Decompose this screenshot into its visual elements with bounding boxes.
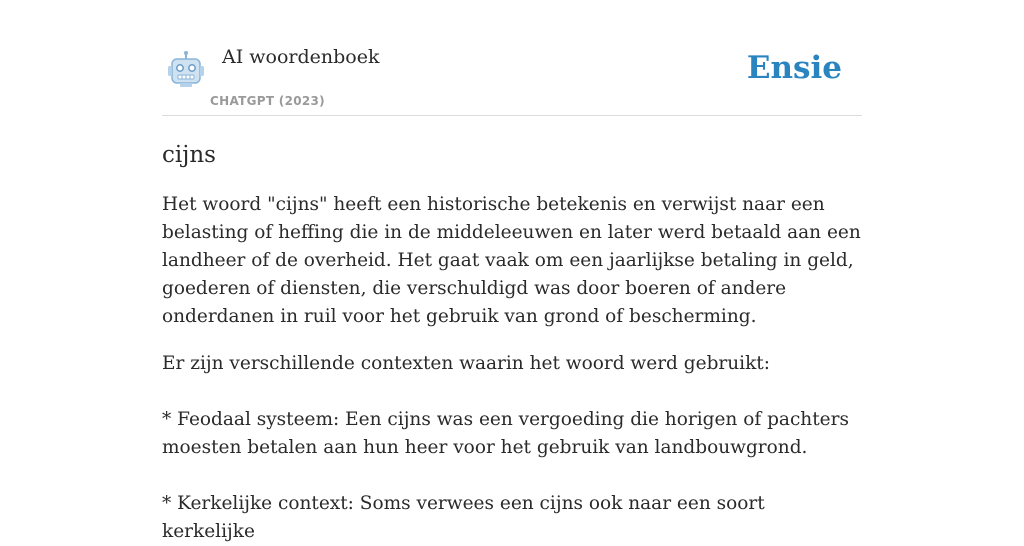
definition-paragraph: * Feodaal systeem: Een cijns was een vergoeding die horigen of pachters moesten betalen aan hun heer voor het gebruik van landbouwgrond. <box>162 409 855 458</box>
definition-paragraph: Het woord "cijns" heeft een historische betekenis en verwijst naar een belasting of heffing die in de middeleeuwen en later werd betaald aan een landheer of de overheid. Het gaat vaak om een jaarlijkse betaling in geld, goederen of diensten, die verschuldigd was door boeren of andere onderdanen in ruil voor het gebruik van grond of bescherming. <box>162 194 867 327</box>
definition-paragraph: Er zijn verschillende contexten waarin het woord werd gebruikt: <box>162 353 770 374</box>
definition-paragraph: * Kerkelijke context: Soms verwees een cijns ook naar een soort kerkelijke <box>162 493 771 542</box>
source-label: CHATGPT (2023) <box>210 94 325 108</box>
entry-definition <box>162 191 867 546</box>
dictionary-title[interactable]: AI woordenboek <box>222 46 380 68</box>
robot-icon <box>166 50 206 90</box>
entry-word: cijns <box>162 142 216 168</box>
page-content <box>162 0 867 546</box>
header <box>162 0 862 116</box>
brand-logo[interactable]: Ensie <box>746 50 842 86</box>
